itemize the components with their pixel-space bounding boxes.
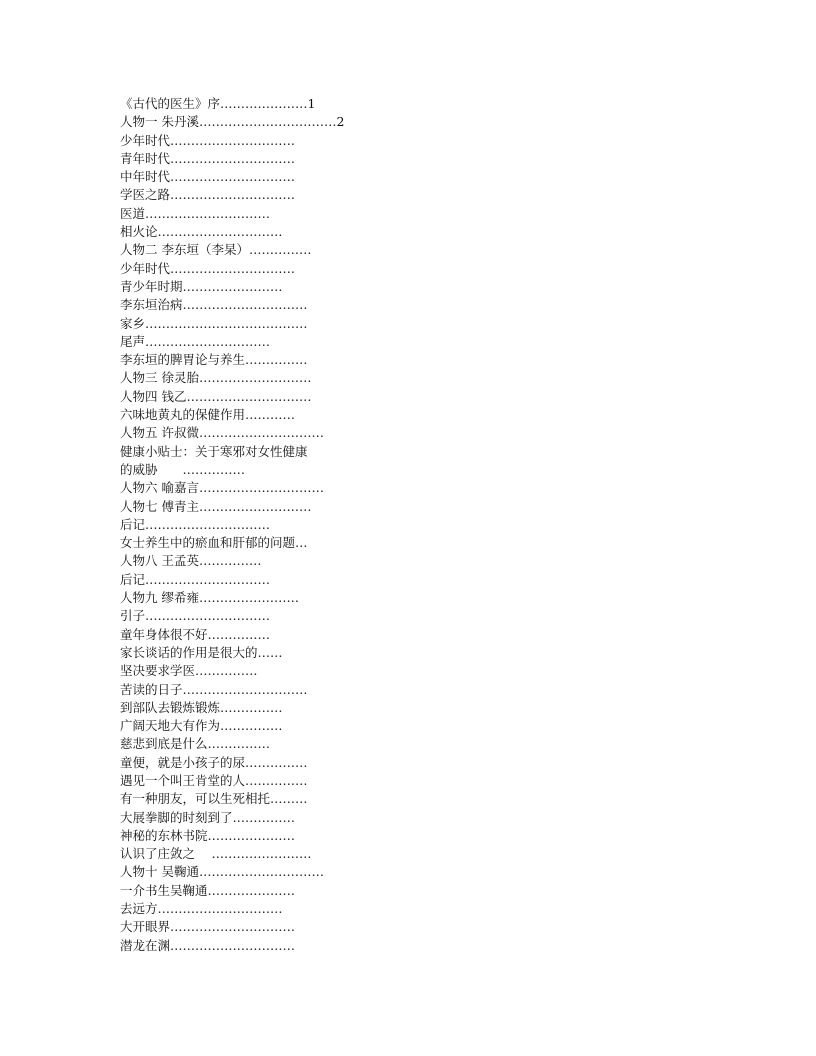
toc-entry: 六味地黄丸的保健作用………… (120, 407, 296, 423)
toc-entry: 人物十 吴鞠通………………………… (120, 864, 324, 880)
toc-entry: 少年时代………………………… (120, 260, 296, 276)
toc-entry: 中年时代………………………… (120, 169, 296, 185)
toc-entry: 尾声………………………… (120, 333, 271, 349)
toc-entry: 人物六 喻嘉言………………………… (120, 480, 324, 496)
toc-entry: 青年时代………………………… (120, 150, 296, 166)
table-of-contents (120, 95, 720, 955)
toc-entry: 遇见一个叫王肯堂的人…………… (120, 772, 308, 788)
toc-entry: 相火论………………………… (120, 224, 283, 240)
toc-entry: 李东垣的脾胃论与养生…………… (120, 352, 308, 368)
toc-entry: 学医之路………………………… (120, 187, 296, 203)
toc-entry: 一介书生吴鞠通………………… (120, 882, 296, 898)
toc-entry: 人物八 王孟英…………… (120, 553, 262, 569)
toc-entry: 的威胁 …………… (120, 461, 246, 477)
toc-entry: 人物五 许叔微………………………… (120, 425, 324, 441)
toc-entry: 引子………………………… (120, 608, 271, 624)
toc-entry: 青少年时期…………………… (120, 278, 283, 294)
toc-entry: 人物二 李东垣（李杲）…………… (120, 242, 312, 258)
toc-entry: 慈悲到底是什么…………… (120, 736, 271, 752)
toc-entry: 少年时代………………………… (120, 132, 296, 148)
toc-entry: 后记………………………… (120, 516, 271, 532)
toc-entry: 《古代的医生》序…………………1 (120, 96, 316, 111)
toc-entry: 坚决要求学医…………… (120, 663, 258, 679)
toc-entry: 苦读的日子………………………… (120, 681, 308, 697)
toc-entry: 健康小贴士：关于寒邪对女性健康 (120, 443, 308, 459)
toc-entry: 人物七 傅青主……………………… (120, 498, 312, 514)
toc-entry: 认识了庄敛之 …………………… (120, 846, 312, 862)
toc-entry: 神秘的东林书院………………… (120, 827, 296, 843)
toc-entry: 后记………………………… (120, 571, 271, 587)
toc-entry: 家长谈话的作用是很大的…… (120, 644, 283, 660)
toc-entry: 人物四 钱乙………………………… (120, 388, 312, 404)
toc-entry: 医道………………………… (120, 205, 271, 221)
toc-entry: 童年身体很不好…………… (120, 626, 271, 642)
toc-entry: 女士养生中的瘀血和肝郁的问题… (120, 535, 308, 551)
toc-entry: 人物一 朱丹溪……………………………2 (120, 114, 345, 130)
toc-entry: 潜龙在渊………………………… (120, 937, 296, 953)
toc-entry: 广阔天地大有作为…………… (120, 718, 283, 734)
toc-entry: 人物三 徐灵胎……………………… (120, 370, 312, 386)
toc-entry: 去远方………………………… (120, 901, 283, 917)
toc-entry: 人物九 缪希雍…………………… (120, 590, 299, 606)
toc-entry: 到部队去锻炼锻炼…………… (120, 699, 283, 715)
toc-entry: 大展拳脚的时刻到了…………… (120, 809, 296, 825)
toc-entry: 有一种朋友，可以生死相托……… (120, 791, 308, 807)
toc-entry: 童便，就是小孩子的尿…………… (120, 754, 308, 770)
toc-entry: 家乡………………………………… (120, 315, 308, 331)
toc-entry: 大开眼界………………………… (120, 919, 296, 935)
toc-entry: 李东垣治病………………………… (120, 297, 308, 313)
